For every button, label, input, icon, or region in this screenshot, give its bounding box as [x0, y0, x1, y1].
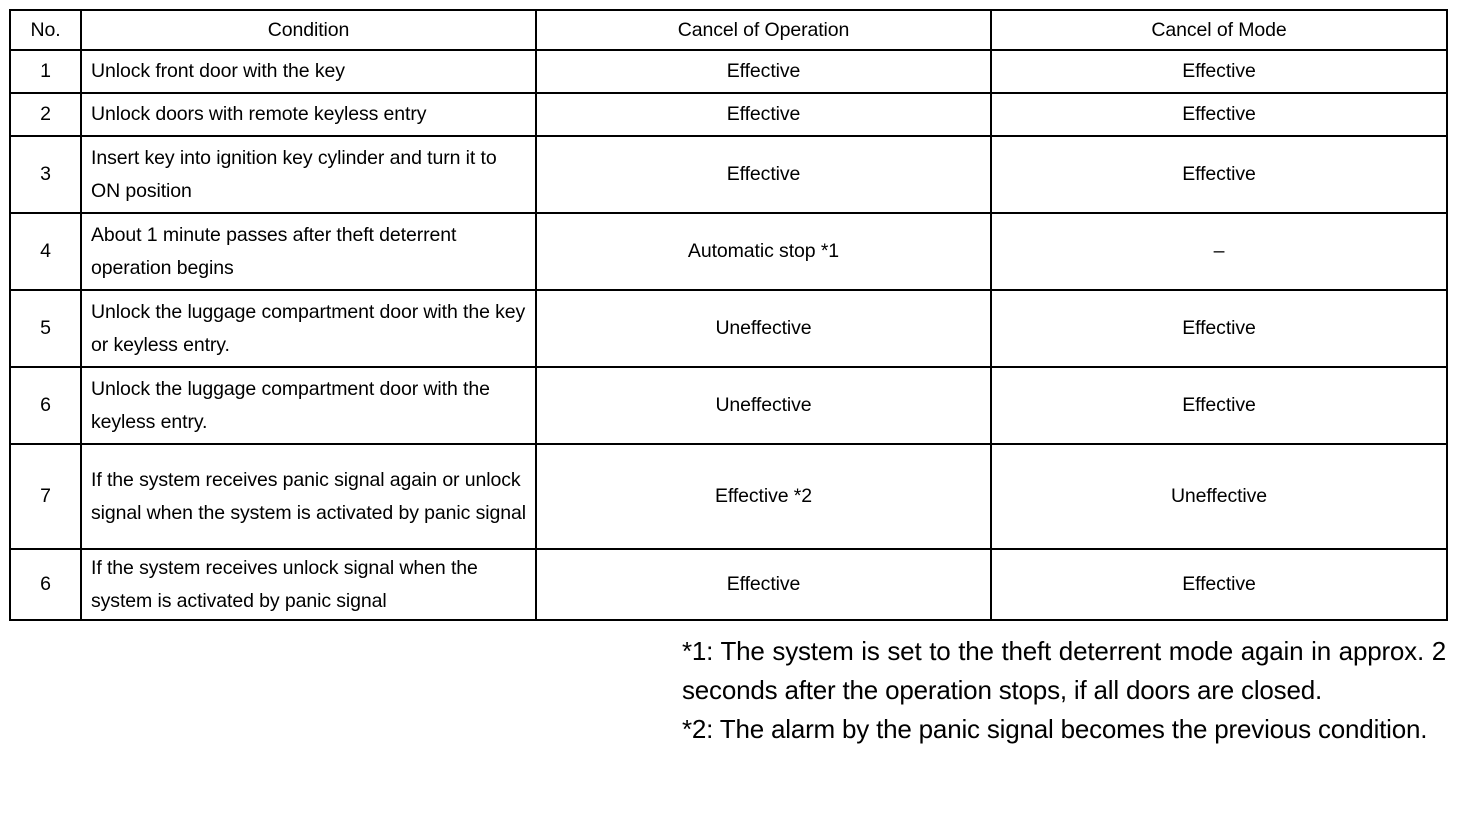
row-cancel-operation: Effective	[536, 136, 991, 213]
table-row	[10, 50, 1447, 93]
header-condition: Condition	[81, 10, 536, 50]
table-row	[10, 444, 1447, 549]
table-row	[10, 549, 1447, 620]
row-cancel-operation: Uneffective	[536, 367, 991, 444]
row-cancel-mode: Effective	[991, 136, 1447, 213]
header-no: No.	[10, 10, 81, 50]
table-row	[10, 213, 1447, 290]
footnote-2: *2: The alarm by the panic signal becomes the previous condition.	[682, 714, 1428, 744]
row-cancel-mode: –	[991, 213, 1447, 290]
row-number: 2	[10, 93, 81, 136]
row-condition: About 1 minute passes after theft deterrent operation begins	[81, 213, 536, 290]
row-cancel-operation: Effective	[536, 93, 991, 136]
row-cancel-operation: Uneffective	[536, 290, 991, 367]
table-row	[10, 93, 1447, 136]
row-condition: Unlock front door with the key	[81, 50, 536, 93]
row-number: 6	[10, 549, 81, 620]
row-number: 6	[10, 367, 81, 444]
row-number: 7	[10, 444, 81, 549]
row-cancel-operation: Automatic stop *1	[536, 213, 991, 290]
row-cancel-mode: Effective	[991, 50, 1447, 93]
row-cancel-mode: Uneffective	[991, 444, 1447, 549]
footnotes	[682, 632, 1446, 749]
row-cancel-operation: Effective	[536, 549, 991, 620]
table-row	[10, 136, 1447, 213]
row-cancel-mode: Effective	[991, 549, 1447, 620]
table-row	[10, 290, 1447, 367]
row-cancel-operation: Effective *2	[536, 444, 991, 549]
row-condition: Unlock doors with remote keyless entry	[81, 93, 536, 136]
row-number: 5	[10, 290, 81, 367]
row-number: 3	[10, 136, 81, 213]
row-condition: Unlock the luggage compartment door with the keyless entry.	[81, 367, 536, 444]
row-cancel-mode: Effective	[991, 93, 1447, 136]
row-condition: If the system receives unlock signal when the system is activated by panic signal	[81, 549, 536, 620]
row-cancel-mode: Effective	[991, 290, 1447, 367]
row-number: 1	[10, 50, 81, 93]
table-header-row	[10, 10, 1447, 50]
row-condition: If the system receives panic signal again or unlock signal when the system is activated by panic signal	[81, 444, 536, 549]
row-condition: Insert key into ignition key cylinder and turn it to ON position	[81, 136, 536, 213]
table-row	[10, 367, 1447, 444]
row-cancel-operation: Effective	[536, 50, 991, 93]
header-cancel-operation: Cancel of Operation	[536, 10, 991, 50]
row-number: 4	[10, 213, 81, 290]
footnote-1: *1: The system is set to the theft deterrent mode again in approx. 2 seconds after the operation stops, if all doors are closed.	[682, 636, 1446, 705]
conditions-table	[9, 9, 1448, 621]
row-condition: Unlock the luggage compartment door with the key or keyless entry.	[81, 290, 536, 367]
header-cancel-mode: Cancel of Mode	[991, 10, 1447, 50]
row-cancel-mode: Effective	[991, 367, 1447, 444]
